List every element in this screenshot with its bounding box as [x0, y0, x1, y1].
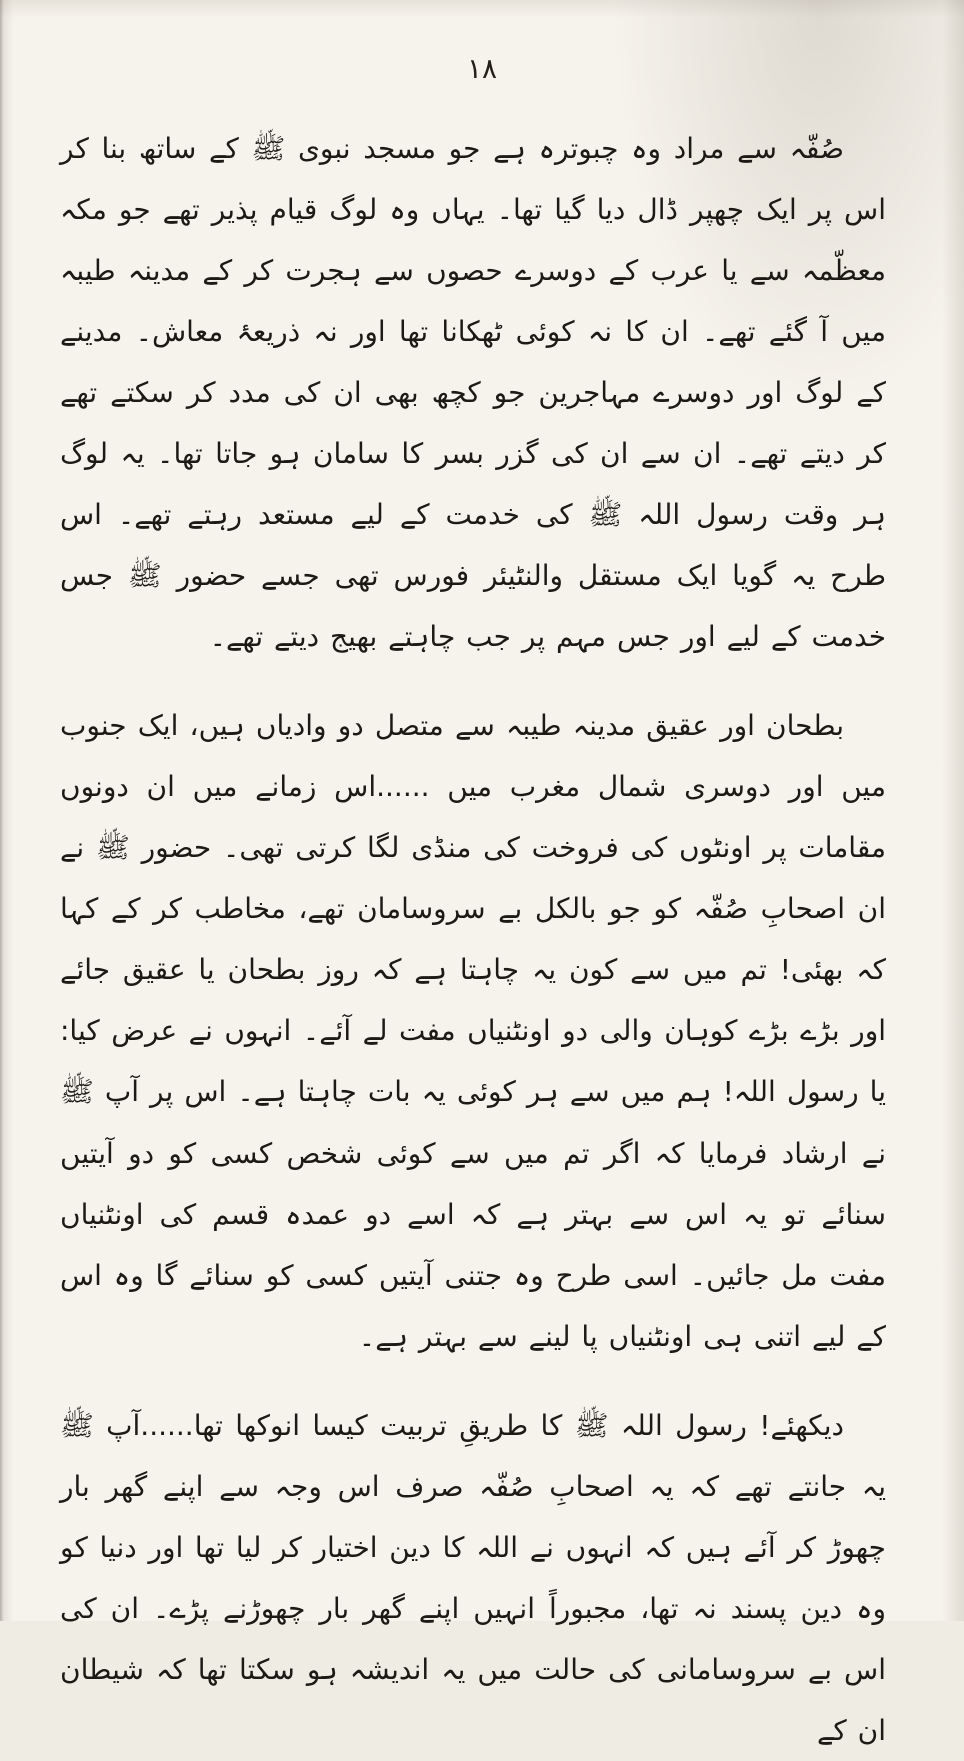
paragraph-suffah-description: صُفّہ سے مراد وہ چبوترہ ہے جو مسجد نبوی ﷺ کے ساتھ بنا کر اس پر ایک چھپر ڈال دیا گیا تھا۔ یہاں وہ لوگ قیام پذیر تھے جو مکہ معظّمہ سے یا عرب کے دوسرے حصوں سے ہجرت کر کے مدینہ طیبہ میں آ گئے تھے۔ ان کا نہ کوئی ٹھکانا تھا اور نہ ذریعۂ معاش۔ مدینے کے لوگ اور دوسرے مہاجرین جو کچھ بھی ان کی مدد کر سکتے تھے کر دیتے تھے۔ ان سے ان کی گزر بسر کا سامان ہو جاتا تھا۔ یہ لوگ ہر وقت رسول اللہ ﷺ کی خدمت کے لیے مستعد رہتے تھے۔ اس طرح یہ گویا ایک مستقل والنٹیئر فورس تھی جسے حضور ﷺ جس خدمت کے لیے اور جس مہم پر جب چاہتے بھیج دیتے تھے۔ — [60, 132, 887, 654]
page-body-text — [60, 118, 886, 1761]
page-number: ۱۸ — [466, 52, 498, 85]
paragraph-tarbiyat-method: دیکھئے! رسول اللہ ﷺ کا طریقِ تربیت کیسا انوکھا تھا......آپ ﷺ یہ جانتے تھے کہ یہ اصحابِ صُفّہ صرف اس وجہ سے اپنے گھر بار چھوڑ کر آئے ہیں کہ انہوں نے اللہ کا دین اختیار کر لیا تھا اور دنیا کو وہ دین پسند نہ تھا، مجبوراً انہیں اپنے گھر بار چھوڑنے پڑے۔ ان کی اس بے سروسامانی کی حالت میں یہ اندیشہ ہو سکتا تھا کہ شیطان ان کے — [60, 1408, 886, 1747]
paragraph-buthan-aqiq: بطحان اور عقیق مدینہ طیبہ سے متصل دو وادیاں ہیں، ایک جنوب میں اور دوسری شمال مغرب میں ......اس زمانے میں ان دونوں مقامات پر اونٹوں کی فروخت کی منڈی لگا کرتی تھی۔ حضور ﷺ نے ان اصحابِ صُفّہ کو جو بالکل بے سروسامان تھے، مخاطب کر کے کہا کہ بھئی! تم میں سے کون یہ چاہتا ہے کہ روز بطحان یا عقیق جائے اور بڑے بڑے کوہان والی دو اونٹنیاں مفت لے آئے۔ انہوں نے عرض کیا: یا رسول اللہ! ہم میں سے ہر کوئی یہ بات چاہتا ہے۔ اس پر آپ ﷺ نے ارشاد فرمایا کہ اگر تم میں سے کوئی شخص کسی کو دو آیتیں سنائے تو یہ اس سے بہتر ہے کہ اسے دو عمدہ قسم کی اونٹنیاں مفت مل جائیں۔ اسی طرح وہ جتنی آیتیں کسی کو سنائے گا وہ اس کے لیے اتنی ہی اونٹنیاں پا لینے سے بہتر ہے۔ — [60, 709, 886, 1353]
